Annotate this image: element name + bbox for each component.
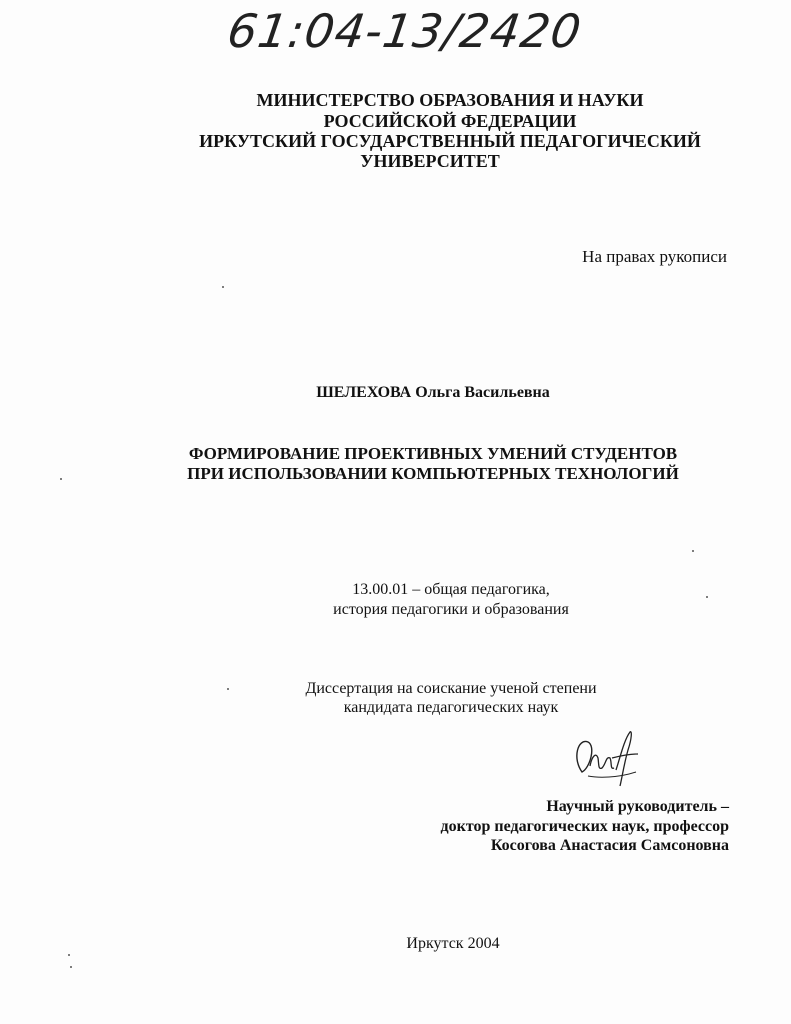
scan-speck (692, 550, 694, 552)
author-name: ШЕЛЕХОВА Ольга Васильевна (316, 384, 550, 401)
scan-speck (222, 286, 224, 288)
scan-speck (70, 966, 72, 968)
supervisor-name: Косогова Анастасия Самсоновна (490, 837, 729, 854)
thesis-title-line-2: ПРИ ИСПОЛЬЗОВАНИИ КОМПЬЮТЕРНЫХ ТЕХНОЛОГИЙ (187, 464, 679, 483)
manuscript-rights-note: На правах рукописи (582, 247, 727, 266)
thesis-title-line-1: ФОРМИРОВАНИЕ ПРОЕКТИВНЫХ УМЕНИЙ СТУДЕНТОВ (188, 444, 678, 463)
dissertation-degree-line-2: кандидата педагогических наук (343, 699, 559, 716)
institution-line-ministry: МИНИСТЕРСТВО ОБРАЗОВАНИЯ И НАУКИ (256, 90, 644, 110)
scan-speck (706, 596, 708, 598)
city-and-year: Иркутск 2004 (406, 935, 500, 952)
institution-line-university: УНИВЕРСИТЕТ (360, 151, 500, 171)
institution-line-university-name: ИРКУТСКИЙ ГОСУДАРСТВЕННЫЙ ПЕДАГОГИЧЕСКИЙ (199, 131, 701, 151)
specialty-name-line: история педагогики и образования (333, 601, 569, 618)
dissertation-degree-line-1: Диссертация на соискание ученой степени (305, 680, 597, 697)
scan-speck (227, 688, 229, 690)
scan-speck (68, 954, 70, 956)
supervisor-degree: доктор педагогических наук, профессор (440, 818, 729, 835)
handwritten-archive-code: 61:04-13/2420 (224, 4, 586, 58)
supervisor-label: Научный руководитель – (546, 798, 729, 815)
scan-speck (60, 478, 62, 480)
specialty-code-line: 13.00.01 – общая педагогика, (352, 581, 550, 598)
handwritten-signature (568, 728, 648, 788)
institution-line-federation: РОССИЙСКОЙ ФЕДЕРАЦИИ (323, 111, 577, 131)
